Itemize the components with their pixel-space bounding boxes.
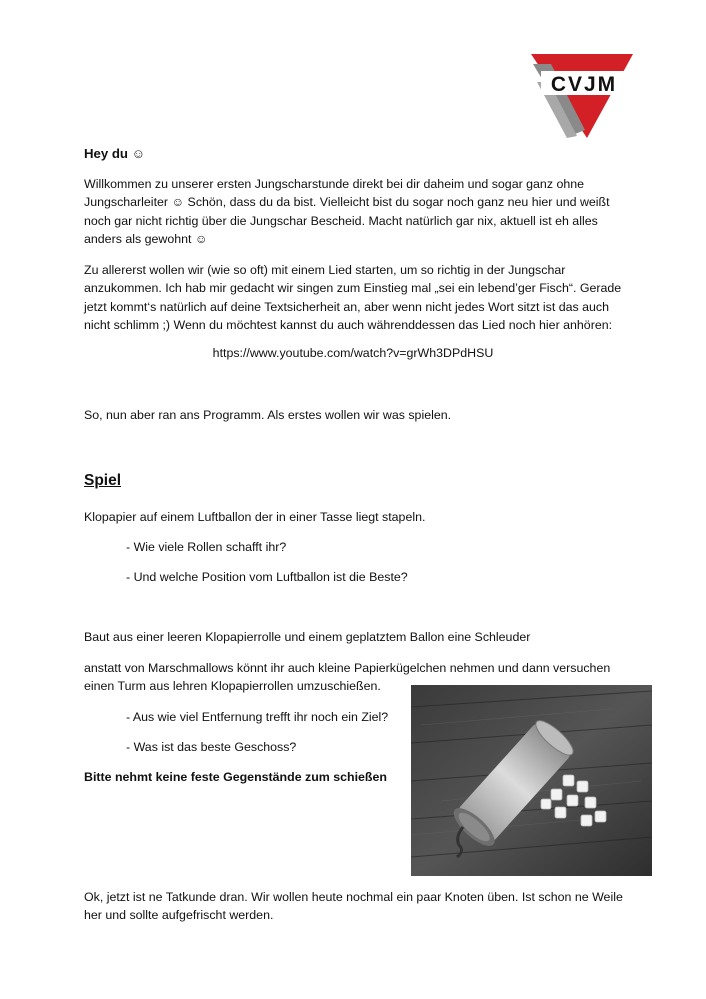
game-task-2-detail: anstatt von Marschmallows könnt ihr auch kleine Papierkügelchen nehmen und dann versuchen einen Turm aus lehren Klopapierrollen umzuschießen. [84, 661, 611, 694]
task1-question-1: - Wie viele Rollen schafft ihr? [126, 540, 287, 554]
slingshot-photo [411, 685, 652, 876]
outro-paragraph: Ok, jetzt ist ne Tatkunde dran. Wir wollen heute nochmal ein paar Knoten üben. Ist schon ne Weile her und sollte aufgefrischt werden. [84, 890, 623, 923]
intro-paragraph-2: Zu allererst wollen wir (wie so oft) mit einem Lied starten, um so richtig in der Jungschar anzukommen. Ich hab mir gedacht wir singen zum Einstieg mal „sei ein lebend’ger Fisch“. Gerade jetzt kommt‘s natürlich auf deine Textsicherheit an, aber wenn nicht jedes Wort sitzt ist das auch nicht schlimm ;) Wenn du möchtest kannst du auch währenddessen das Lied noch hier anhören: [84, 263, 622, 333]
intro-paragraph-1: Willkommen zu unserer ersten Jungscharstunde direkt bei dir daheim und sogar ganz ohne Jungscharleiter ☺ Schön, dass du da bist. Vielleicht bist du sogar noch ganz neu hier und weißt noch gar nicht richtig über die Jungschar Bescheid. Macht natürlich gar nix, aktuell ist eh alles anders als gewohnt ☺ [84, 177, 610, 247]
song-link[interactable]: https://www.youtube.com/watch?v=grWh3DPdHSU [212, 346, 494, 360]
program-intro: So, nun aber ran ans Programm. Als erstes wollen wir was spielen. [84, 408, 452, 422]
logo-text: CVJM [550, 73, 618, 96]
game-task-2: Baut aus einer leeren Klopapierrolle und einem geplatztem Ballon eine Schleuder [84, 630, 531, 644]
cvjm-logo [531, 52, 633, 140]
greeting-heading: Hey du ☺ [84, 146, 146, 161]
game-heading: Spiel [84, 472, 122, 489]
task2-question-2: - Was ist das beste Geschoss? [126, 740, 297, 754]
safety-warning: Bitte nehmt keine feste Gegenstände zum schießen [84, 770, 387, 784]
task2-question-1: - Aus wie viel Entfernung trefft ihr noch ein Ziel? [126, 710, 389, 724]
task1-question-2: - Und welche Position vom Luftballon ist die Beste? [126, 570, 408, 584]
game-task-1: Klopapier auf einem Luftballon der in einer Tasse liegt stapeln. [84, 510, 426, 524]
